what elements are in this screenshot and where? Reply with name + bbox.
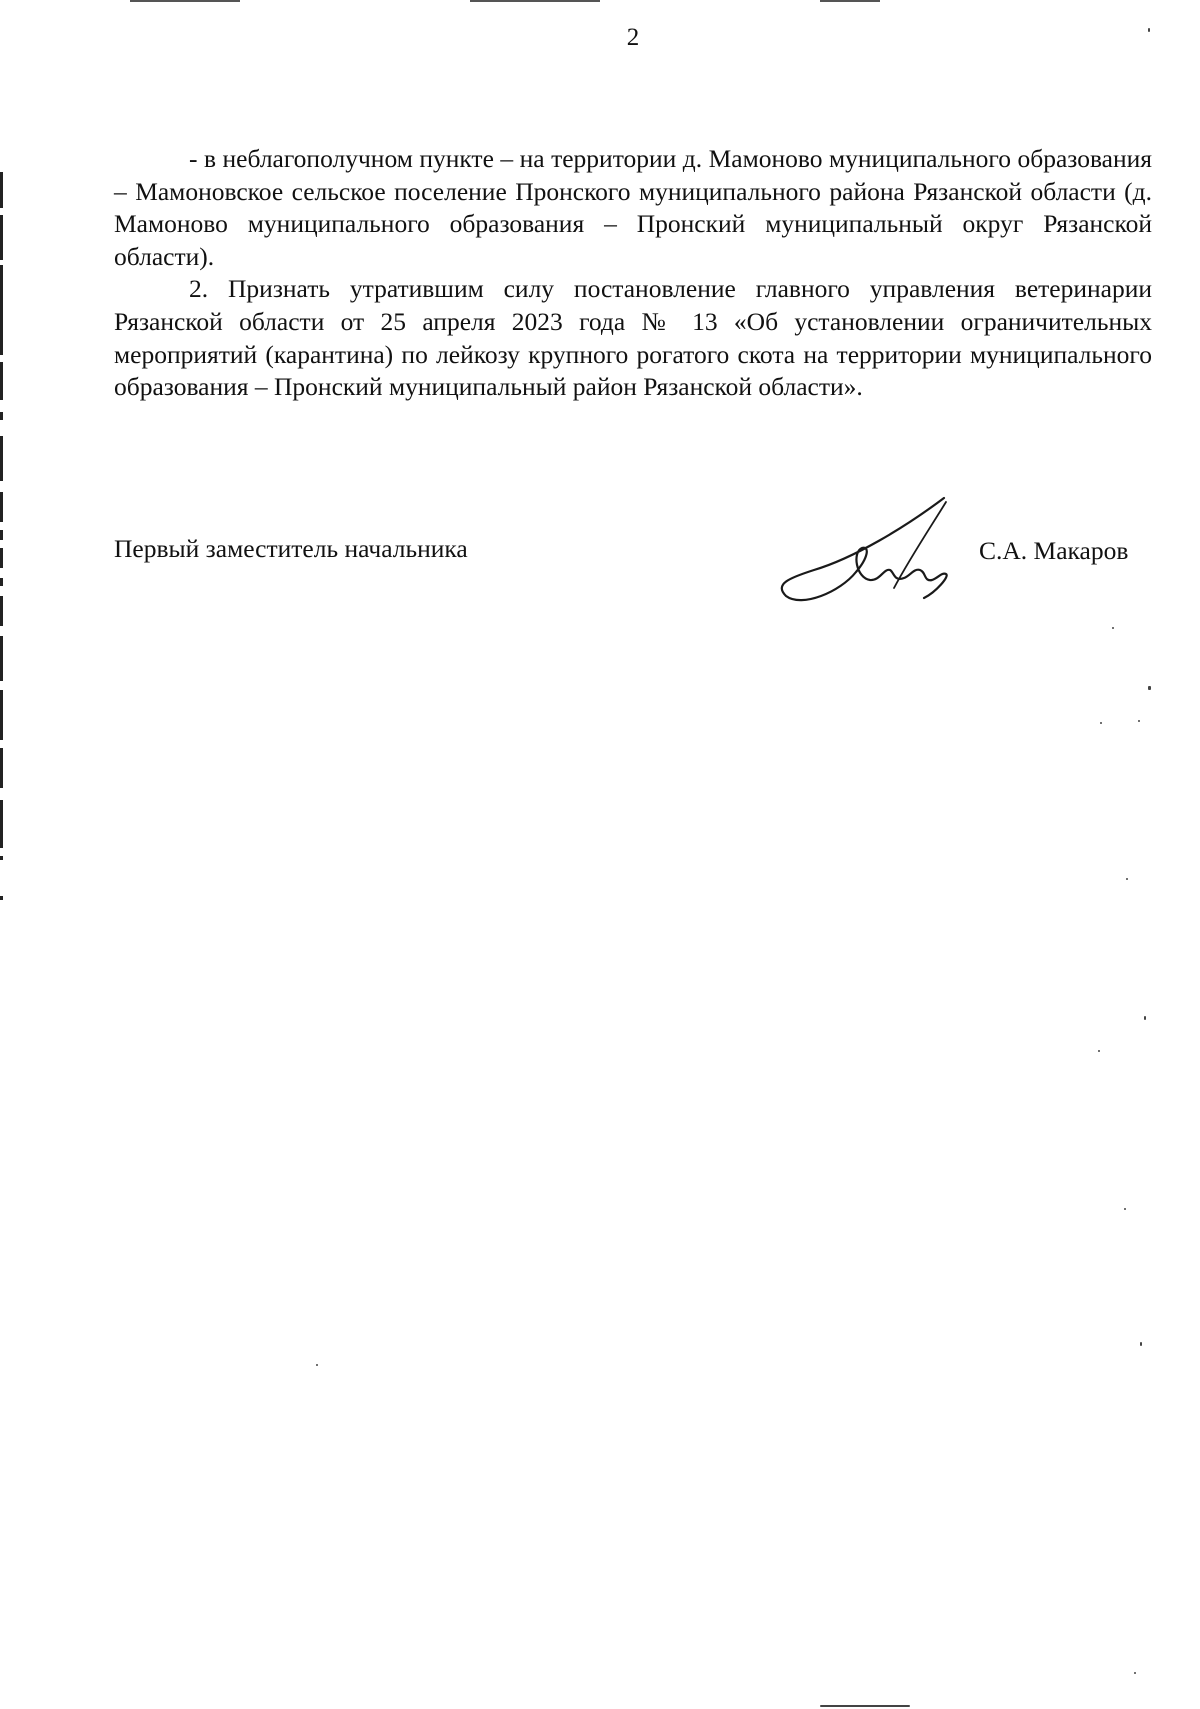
- scan-edge-mark: [470, 0, 600, 2]
- scan-speck: [1112, 627, 1114, 629]
- scan-speck: [1144, 1016, 1146, 1020]
- signatory-position: Первый заместитель начальника: [114, 534, 468, 563]
- signature-block: [114, 520, 1154, 610]
- scan-speck: [1124, 1208, 1126, 1210]
- scan-speck: [1140, 1342, 1142, 1346]
- scan-edge-mark: [820, 0, 880, 2]
- scan-speck: [1148, 28, 1150, 32]
- scan-edge-mark: [130, 0, 240, 2]
- scan-speck: [1148, 686, 1151, 690]
- scan-speck: [820, 1705, 910, 1707]
- scan-speck: [316, 1364, 318, 1366]
- scan-speck: [1134, 1672, 1136, 1674]
- scan-speck: [1126, 878, 1128, 880]
- scan-speck: [1100, 722, 1102, 724]
- paragraph-repeal-resolution: 2. Признать утратившим силу постановление главного управления ветеринарии Рязанской области от 25 апреля 2023 года № 13 «Об установлении ограничительных мероприятий (карантина) по лейкозу крупного рогатого скота на территории муниципального образования – Пронский муниципальный район Рязанской области».: [114, 274, 1152, 402]
- scan-speck: [1098, 1050, 1100, 1052]
- paragraph-affected-area: - в неблагополучном пункте – на территории д. Мамоново муниципального образования – Мамоновское сельское поселение Пронского муниципального района Рязанской области (д. Мамоново муниципального образования – Пронский муниципальный округ Рязанской области).: [114, 144, 1152, 271]
- scan-speck: [1138, 720, 1140, 722]
- scan-margin-marks: [0, 0, 12, 1709]
- handwritten-signature: [744, 488, 984, 608]
- signatory-name: С.А. Макаров: [979, 536, 1129, 565]
- document-body: [114, 143, 1152, 404]
- page-number: 2: [626, 24, 640, 51]
